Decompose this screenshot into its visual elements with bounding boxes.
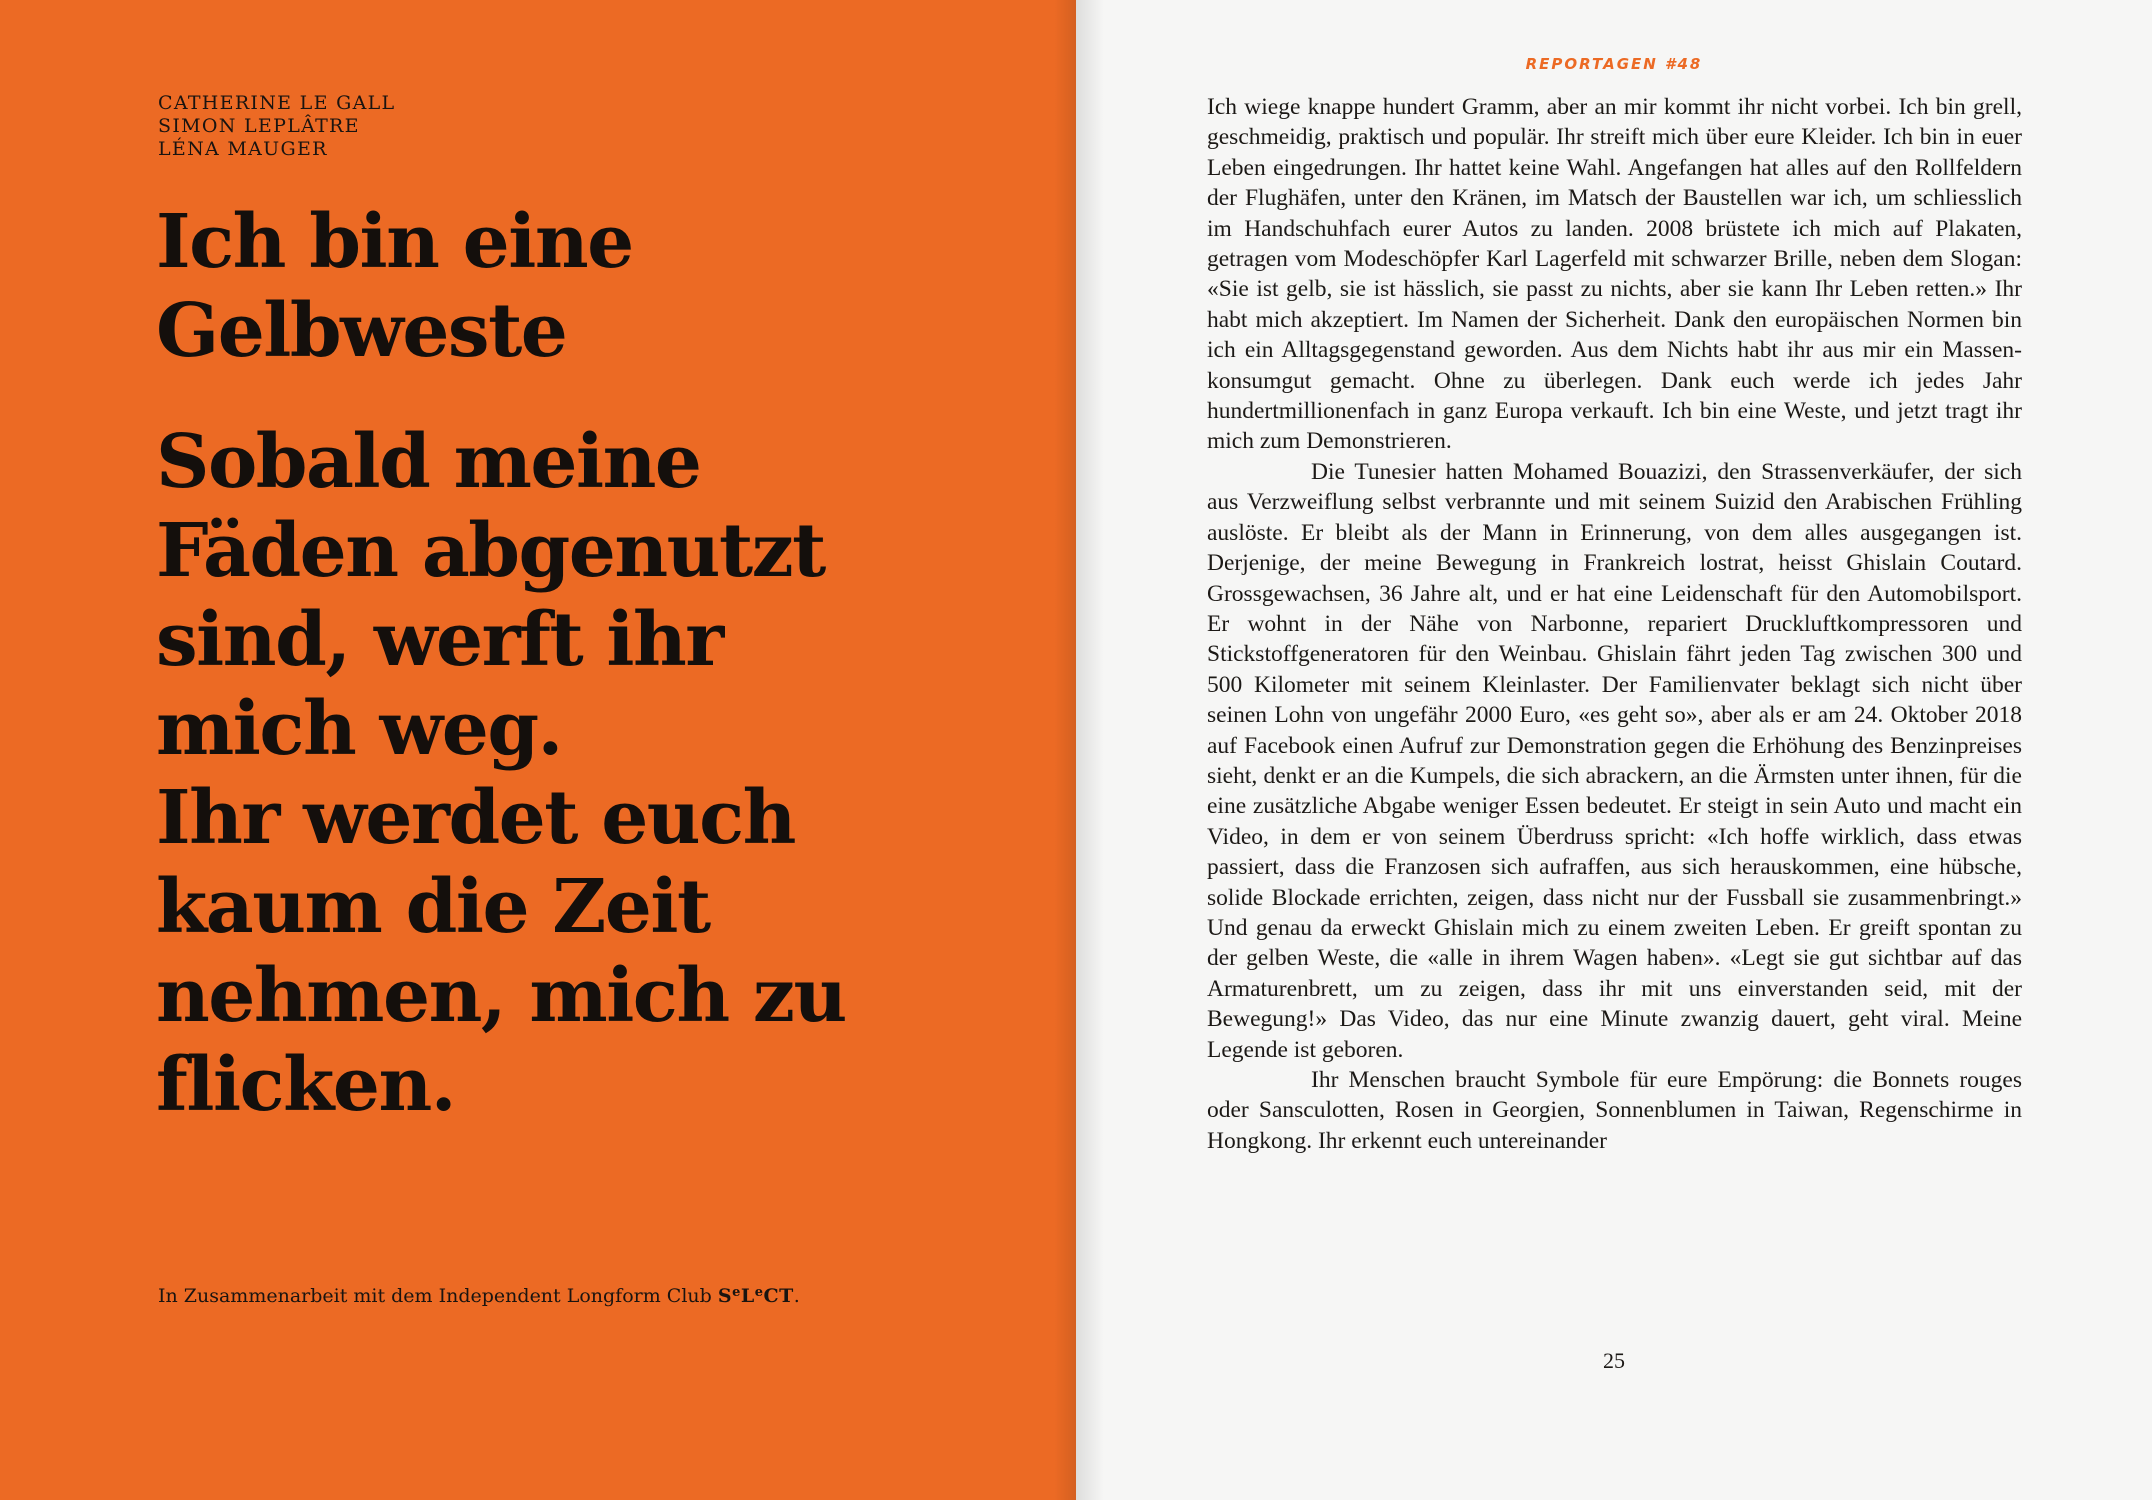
page-number: 25 xyxy=(1603,1348,1625,1373)
author-list xyxy=(158,92,395,161)
gutter-shadow xyxy=(1054,0,1076,1500)
article-subheadline: Sobald meine Fäden abgenutzt sind, werft ihr mich weg. Ihr werdet euch kaum die Zeit nehmen, mich zu flicken. xyxy=(156,419,846,1128)
author-name: LÉNA MAUGER xyxy=(158,138,328,160)
credit-period: . xyxy=(793,1285,800,1307)
body-paragraph: Ich wiege knappe hundert Gramm, aber an mir kommt ihr nicht vorbei. Ich bin grell, geschmeidig, praktisch und populär. Ihr streift mich über eure Kleider. Ich bin in euer Leben eingedrungen. Ihr hattet keine Wahl. Angefangen hat alles auf den Rollfeldern der Flughäfen, unter den Kränen, im Matsch der Baustellen war ich, um schliesslich im Handschuhfach eurer Autos zu landen. 2008 brüstete ich mich auf Plakaten, getragen vom Modeschöpfer Karl Lagerfeld mit schwarzer Brille, neben dem Slogan: «Sie ist gelb, sie ist hässlich, sie passt zu nichts, aber sie kann Ihr Leben retten.» Ihr habt mich akzeptiert. Im Namen der Sicherheit. Dank den europäischen Normen bin ich ein Alltagsgegenstand geworden. Aus dem Nichts habt ihr aus mir ein Massenkonsumgut gemacht. Ohne zu überlegen. Dank euch werde ich jedes Jahr hundertmillionenfach in ganz Europa verkauft. Ich bin eine Weste, und jetzt tragt ihr mich zum Demonstrieren. xyxy=(1207,94,2022,455)
body-paragraph: Die Tunesier hatten Mohamed Bouazizi, den Strassenverkäufer, der sich aus Verzweiflung selbst verbrannte und mit seinem Suizid den Arabischen Frühling auslöste. Er bleibt als der Mann in Erinnerung, von dem alles ausgegangen ist. Derjenige, der meine Bewegung in Frankreich lostrat, heisst Ghislain Coutard. Grossgewachsen, 36 Jahre alt, und er hat eine Leidenschaft für den Automobilsport. Er wohnt in der Nähe von Narbonne, repariert Druckluftkompressoren und Stickstoffgeneratoren für den Weinbau. Ghislain fährt jeden Tag zwischen 300 und 500 Kilometer mit seinem Kleinlaster. Der Familienvater beklagt sich nicht über seinen Lohn von ungefähr 2000 Euro, «es geht so», aber als er am 24. Oktober 2018 auf Facebook einen Aufruf zur Demonstration gegen die Erhöhung des Benzinpreises sieht, denkt er an die Kumpels, die sich abrackern, an die Ärmsten unter ihnen, für die eine zusätzliche Abgabe weniger Essen bedeutet. Er steigt in sein Auto und macht ein Video, in dem er von seinem Überdruss spricht: «Ich hoffe wirklich, dass etwas passiert, dass die Franzosen sich aufraffen, aus sich herauskommen, eine hübsche, solide Blockade errichten, zeigen, dass nicht nur der Fussball sie zusammenbringt.» Und genau da erweckt Ghislain mich zu einem zweiten Leben. Er greift spontan zu der gelben Weste, die «alle in ihrem Wagen haben». «Legt sie gut sichtbar auf das Armaturenbrett, um zu zeigen, dass ihr mit uns einverstanden seid, mit der Bewegung!» Das Video, das nur eine Minute zwanzig dauert, geht viral. Meine Legende ist geboren. xyxy=(1207,458,2022,1063)
article-body xyxy=(1207,92,2022,1156)
author-name: CATHERINE LE GALL xyxy=(158,92,396,114)
right-page xyxy=(1076,0,2152,1500)
author-name: SIMON LEPLÂTRE xyxy=(158,115,360,137)
collaboration-credit xyxy=(158,1285,800,1307)
credit-text: In Zusammenarbeit mit dem Independent Longform Club xyxy=(158,1285,718,1307)
body-paragraph: Ihr Menschen braucht Symbole für eure Empörung: die Bonnets rouges oder Sansculotten, Rosen in Georgien, Sonnenblumen in Taiwan, Regenschirme in Hongkong. Ihr erkennt euch untereinander xyxy=(1207,1067,2022,1154)
article-headline: Ich bin eine Gelbweste xyxy=(156,199,633,374)
running-head: REPORTAGEN #48 xyxy=(1525,55,1703,73)
select-club-logo: $S^eLeCT$ xyxy=(717,1285,794,1307)
gutter-shadow xyxy=(1076,0,1104,1500)
